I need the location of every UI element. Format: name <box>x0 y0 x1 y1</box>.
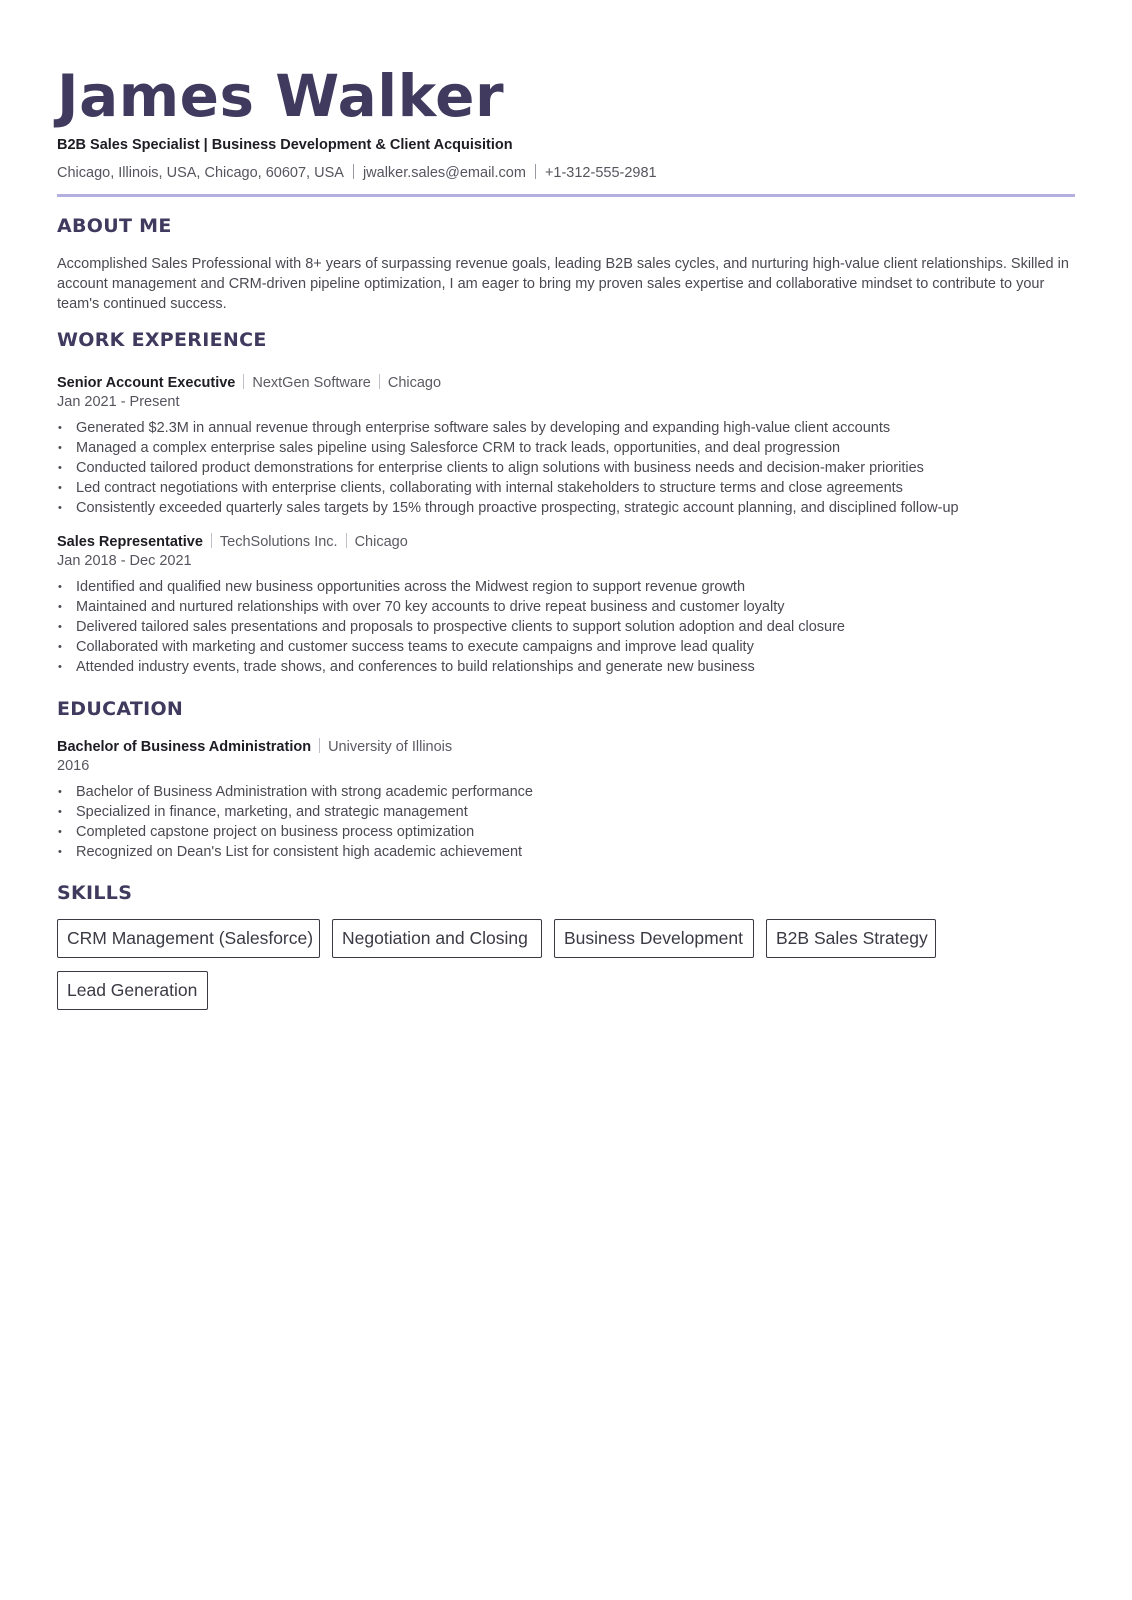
education-degree: Bachelor of Business Administration <box>57 739 312 755</box>
contact-divider <box>535 164 536 179</box>
job-header <box>57 374 441 391</box>
job-divider <box>379 374 380 389</box>
job-header <box>57 533 408 550</box>
list-item: • Recognized on Dean's List for consistent high academic achievement <box>57 842 1077 862</box>
list-item: • Completed capstone project on business process optimization <box>57 822 1077 842</box>
about-text: Accomplished Sales Professional with 8+ years of surpassing revenue goals, leading B2B sales cycles, and nurturing high-value client relationships. Skilled in account management and CRM-driven pipeline optimization, I am eager to bring my proven sales expertise and collaborative mindset to contribute to your team's continued success. <box>57 256 1069 312</box>
job-company: TechSolutions Inc. <box>219 534 338 550</box>
education-header <box>57 738 452 755</box>
education-divider <box>319 738 320 753</box>
list-item: • Bachelor of Business Administration with strong academic performance <box>57 782 1077 802</box>
education-bullets <box>57 782 1077 862</box>
contact-location: Chicago, Illinois, USA, Chicago, 60607, USA <box>57 165 344 181</box>
contact-phone[interactable]: +1-312-555-2981 <box>544 165 657 181</box>
job-role: Senior Account Executive <box>57 375 236 391</box>
job-role: Sales Representative <box>57 534 203 550</box>
list-item: • Managed a complex enterprise sales pipeline using Salesforce CRM to track leads, opportunities, and deal progression <box>57 438 1077 458</box>
skill-tag: Lead Generation <box>57 971 208 1010</box>
list-item: • Generated $2.3M in annual revenue through enterprise software sales by developing and expanding high-value client accounts <box>57 418 1077 438</box>
job-divider <box>243 374 244 389</box>
job-bullets <box>57 577 1077 677</box>
education-school: University of Illinois <box>328 739 453 755</box>
list-item: • Delivered tailored sales presentations and proposals to prospective clients to support solution adoption and deal closure <box>57 617 1077 637</box>
list-item: • Conducted tailored product demonstrations for enterprise clients to align solutions with business needs and decision-maker priorities <box>57 458 1077 478</box>
contact-line <box>57 164 657 181</box>
education-year: 2016 <box>57 758 90 774</box>
skills-title: SKILLS <box>57 882 133 904</box>
list-item: • Consistently exceeded quarterly sales targets by 15% through proactive prospecting, strategic account planning, and disciplined follow-up <box>57 498 1077 518</box>
job-bullets <box>57 418 1077 518</box>
job-divider <box>211 533 212 548</box>
list-item: • Maintained and nurtured relationships with over 70 key accounts to drive repeat business and customer loyalty <box>57 597 1077 617</box>
list-item: • Led contract negotiations with enterprise clients, collaborating with internal stakeholders to structure terms and close agreements <box>57 478 1077 498</box>
header-divider <box>57 194 1075 197</box>
job-location: Chicago <box>354 534 408 550</box>
skill-tag: Negotiation and Closing <box>332 919 542 958</box>
contact-divider <box>353 164 354 179</box>
experience-title: WORK EXPERIENCE <box>57 329 267 351</box>
job-dates: Jan 2018 - Dec 2021 <box>57 553 192 569</box>
education-title: EDUCATION <box>57 698 184 720</box>
job-dates: Jan 2021 - Present <box>57 394 180 410</box>
skill-tag: B2B Sales Strategy <box>766 919 936 958</box>
about-title: ABOUT ME <box>57 215 172 237</box>
skill-tag: Business Development <box>554 919 754 958</box>
contact-email[interactable]: jwalker.sales@email.com <box>362 165 526 181</box>
candidate-name: James Walker <box>57 62 505 130</box>
list-item: • Identified and qualified new business opportunities across the Midwest region to support revenue growth <box>57 577 1077 597</box>
headline: B2B Sales Specialist | Business Development & Client Acquisition <box>57 137 513 153</box>
job-company: NextGen Software <box>252 375 371 391</box>
list-item: • Specialized in finance, marketing, and strategic management <box>57 802 1077 822</box>
list-item: • Attended industry events, trade shows, and conferences to build relationships and generate new business <box>57 657 1077 677</box>
list-item: • Collaborated with marketing and customer success teams to execute campaigns and improve lead quality <box>57 637 1077 657</box>
job-divider <box>346 533 347 548</box>
skill-tag: CRM Management (Salesforce) <box>57 919 320 958</box>
job-location: Chicago <box>387 375 442 391</box>
